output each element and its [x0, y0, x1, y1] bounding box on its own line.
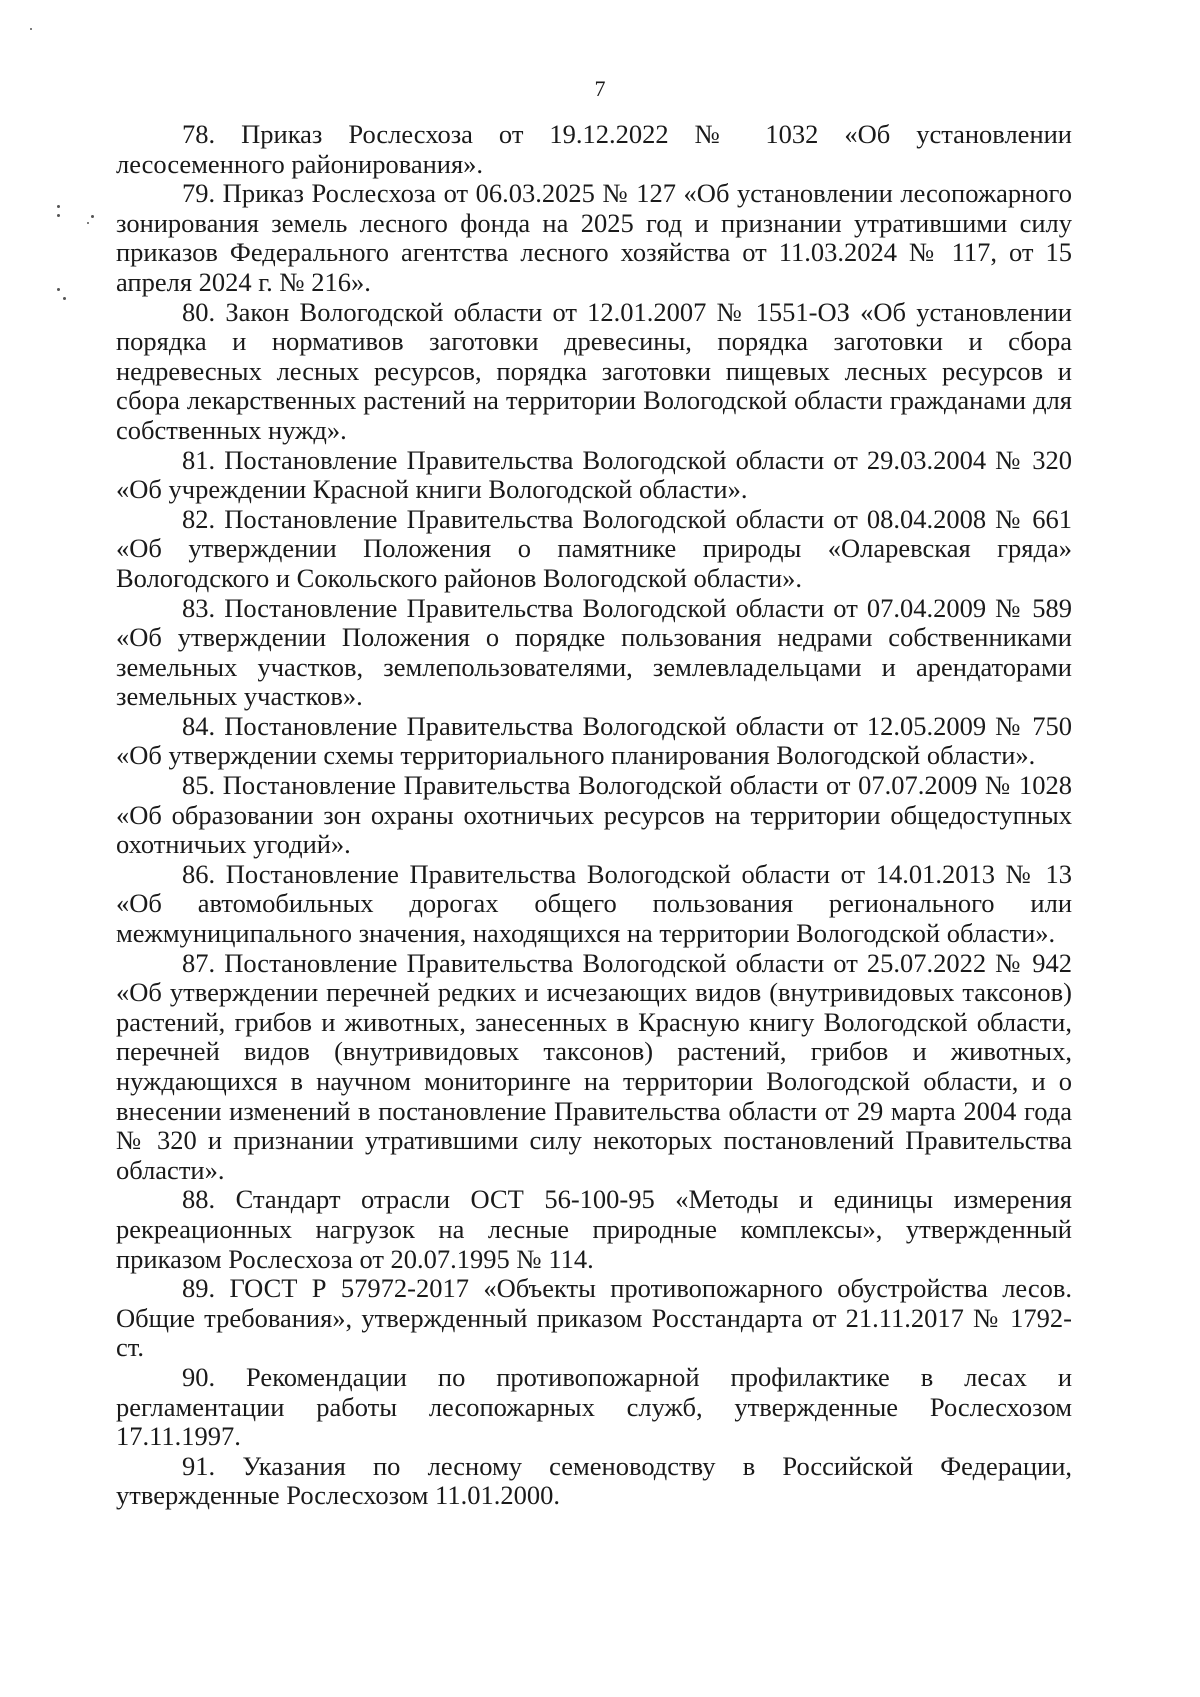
scan-speck: [87, 222, 89, 224]
list-item: 79. Приказ Рослесхоза от 06.03.2025 № 127 «Об установлении лесопожарного зонирования земель лесного фонда на 2025 год и признании утратившими силу приказов Федерального агентства лесного хозяйства от 11.03.2024 № 117, от 15 апреля 2024 г. № 216».: [116, 178, 1072, 297]
scan-speck: [57, 288, 60, 291]
list-item: 88. Стандарт отрасли ОСТ 56-100-95 «Методы и единицы измерения рекреационных нагрузок на лесные природные комплексы», утвержденный приказом Рослесхоза от 20.07.1995 № 114.: [116, 1184, 1072, 1274]
reference-list: [116, 120, 1072, 1511]
list-item: 84. Постановление Правительства Вологодской области от 12.05.2009 № 750 «Об утверждении схемы территориального планирования Вологодской области».: [116, 710, 1072, 771]
scan-speck: [91, 215, 94, 218]
list-item: 80. Закон Вологодской области от 12.01.2007 № 1551-ОЗ «Об установлении порядка и нормативов заготовки древесины, порядка заготовки и сбора недревесных лесных ресурсов, порядка заготовки пищевых лесных ресурсов и сбора лекарственных растений на территории Вологодской области гражданами для собственных нужд».: [116, 296, 1072, 445]
scan-speck: [57, 205, 60, 208]
list-item: 78. Приказ Рослесхоза от 19.12.2022 № 1032 «Об установлении лесосеменного районирования».: [116, 119, 1072, 179]
list-item: 86. Постановление Правительства Вологодской области от 14.01.2013 № 13 «Об автомобильных дорогах общего пользования регионального или межмуниципального значения, находящихся на территории Вологодской области».: [116, 858, 1072, 949]
list-item: 91. Указания по лесному семеноводству в Российской Федерации, утвержденные Рослесхозом 11.01.2000.: [116, 1450, 1072, 1511]
list-item: 82. Постановление Правительства Вологодской области от 08.04.2008 № 661 «Об утверждении Положения о памятнике природы «Оларевская гряда» Вологодского и Сокольского районов Вологодской области».: [116, 503, 1072, 593]
list-item: 83. Постановление Правительства Вологодской области от 07.04.2009 № 589 «Об утверждении Положения о порядке пользования недрами собственниками земельных участков, землепользователями, землевладельцами и арендаторами земельных участков».: [116, 592, 1072, 712]
list-item: 87. Постановление Правительства Вологодской области от 25.07.2022 № 942 «Об утверждении перечней редких и исчезающих видов (внутривидовых таксонов) растений, грибов и животных, занесенных в Красную книгу Вологодской области, перечней видов (внутривидовых таксонов) растений, грибов и животных, нуждающихся в научном мониторинге на территории Вологодской области, и о внесении изменений в постановление Правительства области от 29 марта 2004 года № 320 и признании утратившими силу некоторых постановлений Правительства области».: [116, 947, 1072, 1185]
scan-speck: [63, 297, 66, 300]
list-item: 85. Постановление Правительства Вологодской области от 07.07.2009 № 1028 «Об образовании зон охраны охотничьих ресурсов на территории общедоступных охотничьих угодий».: [116, 770, 1072, 860]
scan-speck: [57, 214, 60, 217]
page-number: 7: [594, 76, 606, 101]
scan-speck: [30, 28, 32, 30]
list-item: 89. ГОСТ Р 57972-2017 «Объекты противопожарного обустройства лесов. Общие требования», утвержденный приказом Росстандарта от 21.11.2017 № 1792-ст.: [116, 1273, 1072, 1363]
list-item: 90. Рекомендации по противопожарной профилактике в лесах и регламентации работы лесопожарных служб, утвержденные Рослесхозом 17.11.1997.: [116, 1361, 1072, 1452]
list-item: 81. Постановление Правительства Вологодской области от 29.03.2004 № 320 «Об учреждении Красной книги Вологодской области».: [116, 444, 1072, 505]
